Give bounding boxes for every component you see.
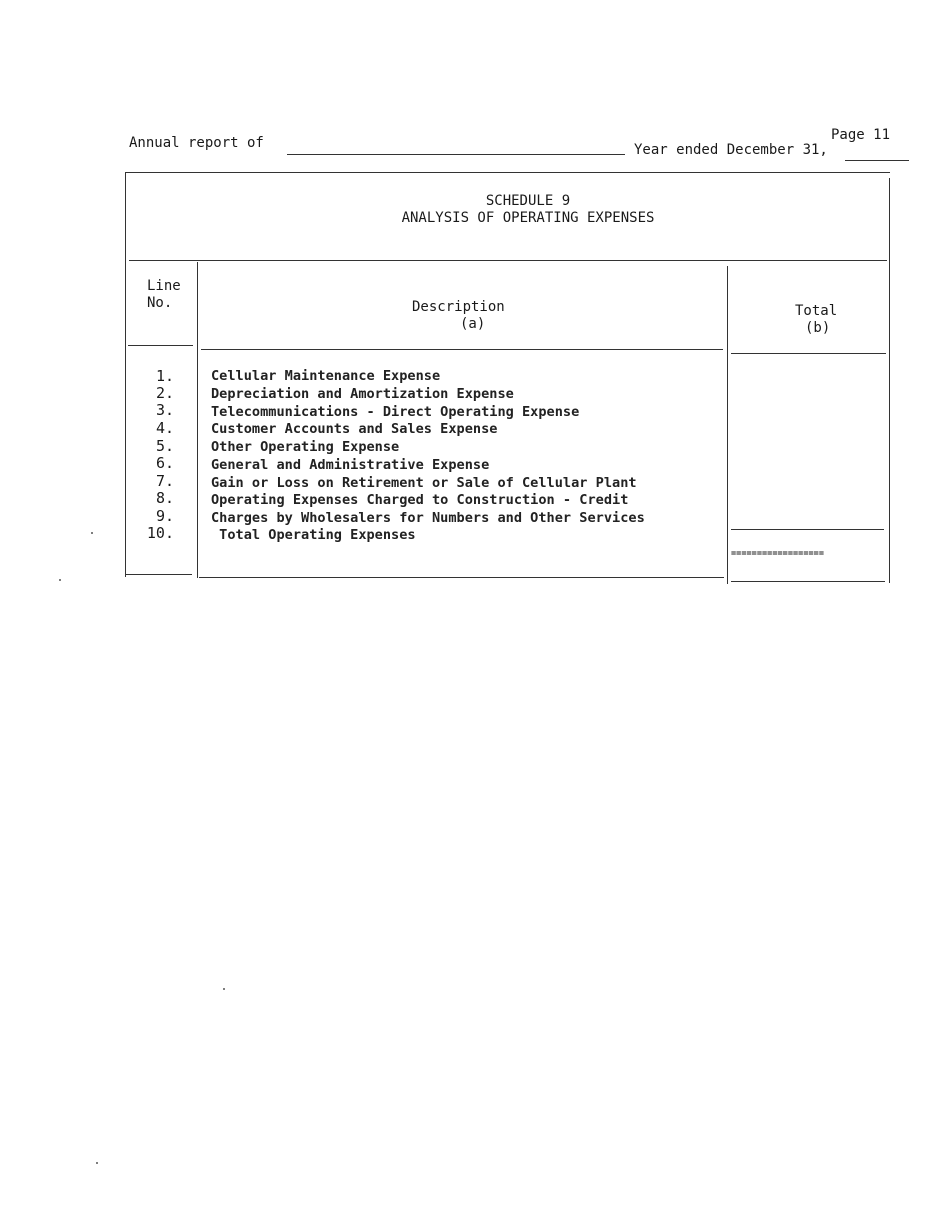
line-number: 1. (155, 367, 174, 385)
col-divider-2 (727, 266, 728, 584)
line-col-bottom-rule (125, 574, 192, 575)
title-separator (129, 260, 887, 261)
col-divider-1 (197, 262, 198, 578)
page-number: Page 11 (831, 127, 891, 143)
col-line-header-1: Line (147, 278, 181, 294)
schedule-title: ANALYSIS OF OPERATING EXPENSES (401, 210, 655, 226)
row-description: Gain or Loss on Retirement or Sale of Cellular Plant (211, 475, 637, 491)
total-col-header-rule (731, 353, 886, 354)
line-number: 7. (155, 472, 174, 490)
line-number: 4. (155, 419, 174, 437)
line-number: 2. (155, 384, 174, 402)
line-number: 6. (155, 454, 174, 472)
line-number: 10. (146, 524, 174, 542)
row-description: General and Administrative Expense (211, 457, 490, 473)
desc-col-header-rule (201, 349, 723, 350)
col-total-header-1: Total (795, 303, 838, 319)
row-description: Depreciation and Amortization Expense (211, 386, 514, 402)
row-description: Charges by Wholesalers for Numbers and Other Services (211, 510, 645, 526)
col-line-header-2: No. (147, 295, 173, 311)
line-col-header-rule (128, 345, 193, 346)
col-total-header-2: (b) (805, 320, 831, 336)
scan-speck (91, 532, 93, 534)
scan-speck (223, 988, 225, 990)
row-description: Customer Accounts and Sales Expense (211, 421, 498, 437)
annual-report-label: Annual report of (129, 135, 264, 151)
box-right-border (889, 178, 890, 583)
row-description: Other Operating Expense (211, 439, 400, 455)
line-number: 8. (155, 489, 174, 507)
year-ended-label: Year ended December 31, (634, 142, 828, 158)
total-subtotal-rule (731, 529, 884, 530)
scan-speck (59, 579, 61, 581)
scan-speck (96, 1162, 98, 1164)
row-description: Total Operating Expenses (211, 527, 416, 543)
line-number: 5. (155, 437, 174, 455)
line-number: 9. (155, 507, 174, 525)
total-double-rule: ================== (731, 549, 825, 559)
desc-col-bottom-rule (199, 577, 724, 578)
company-name-blank (287, 154, 625, 155)
schedule-number: SCHEDULE 9 (485, 193, 571, 209)
year-blank (845, 160, 909, 161)
box-left-border (125, 172, 126, 577)
total-col-bottom-rule (731, 581, 885, 582)
row-description: Operating Expenses Charged to Construction - Credit (211, 492, 629, 508)
line-number: 3. (155, 401, 174, 419)
col-desc-header-2: (a) (460, 316, 486, 332)
row-description: Cellular Maintenance Expense (211, 368, 441, 384)
col-desc-header-1: Description (412, 299, 505, 315)
box-top-border (126, 172, 890, 173)
row-description: Telecommunications - Direct Operating Expense (211, 404, 580, 420)
